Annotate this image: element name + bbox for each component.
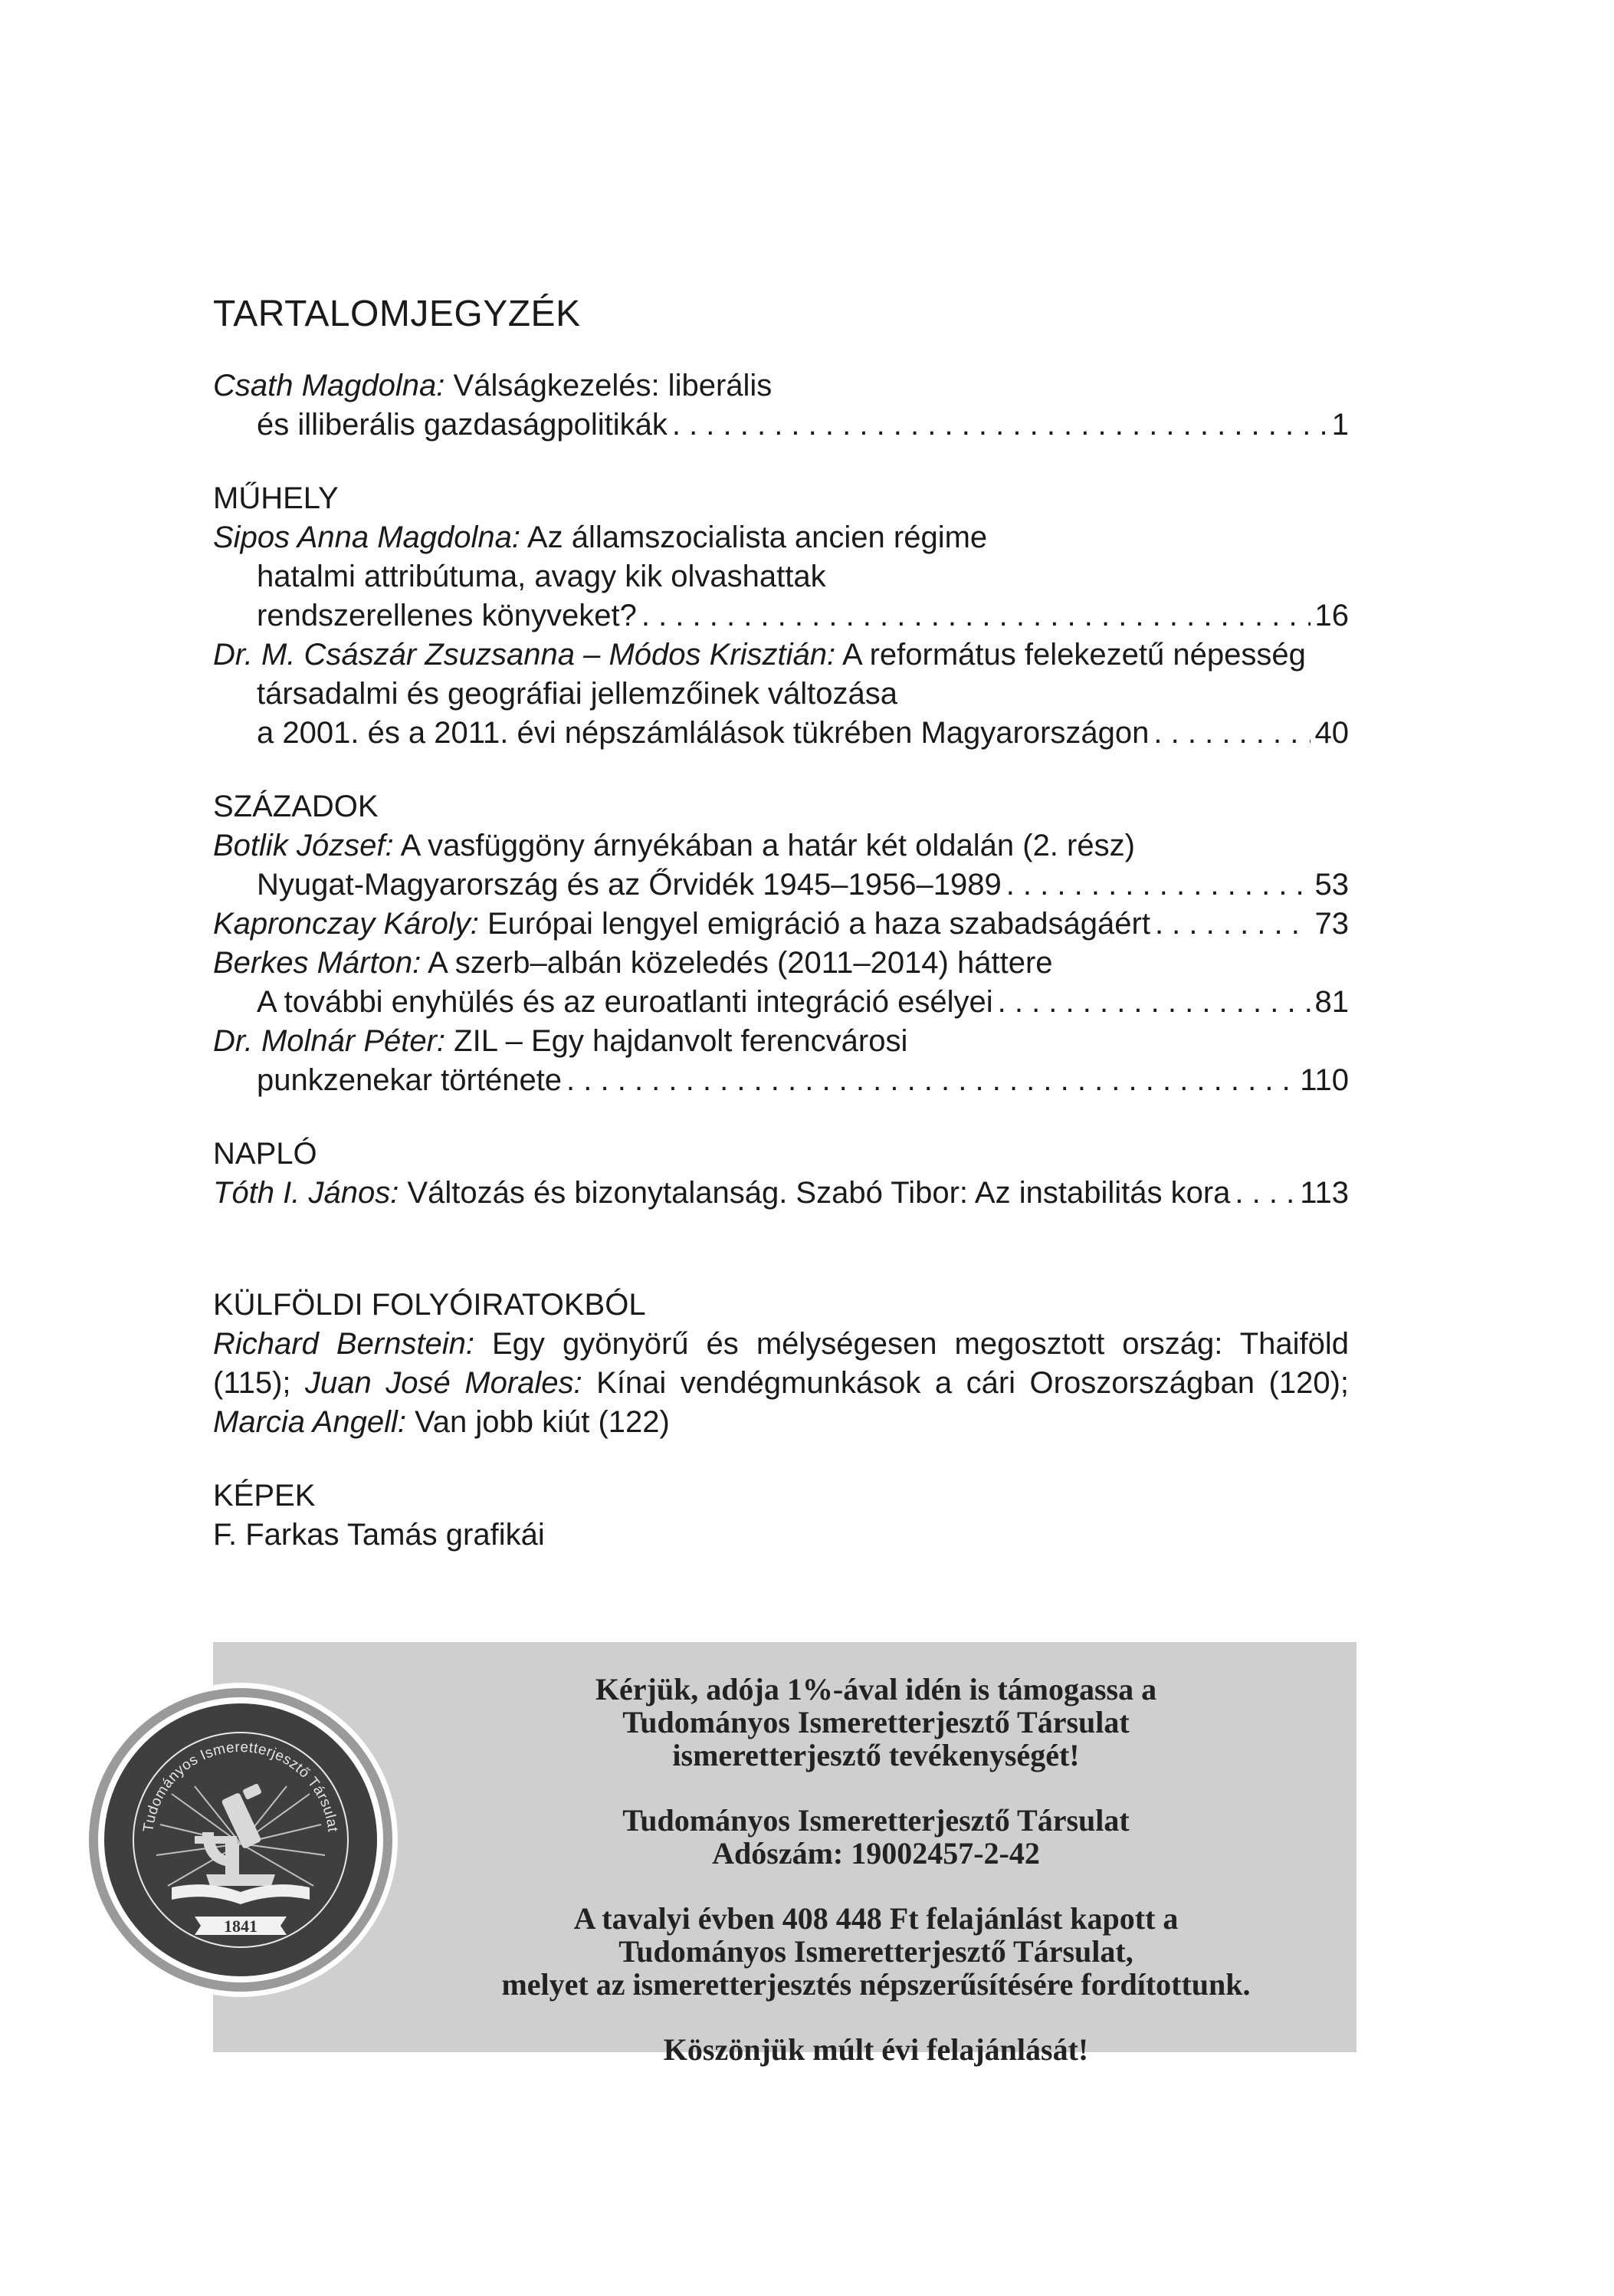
donation-text bbox=[412, 1673, 1340, 2098]
table-of-contents bbox=[213, 291, 1349, 1555]
thank-you-line: Köszönjük múlt évi felajánlását! bbox=[663, 2032, 1089, 2067]
entry-author: Kapronczay Károly: bbox=[213, 907, 479, 941]
entry-author: Csath Magdolna: bbox=[213, 369, 445, 402]
toc-entry-botlik bbox=[213, 826, 1349, 905]
dot-leader bbox=[1153, 714, 1310, 753]
donation-line: ismeretterjesztő tevékenységét! bbox=[672, 1738, 1080, 1772]
entry-author: Dr. Molnár Péter: bbox=[213, 1024, 446, 1058]
section-heading-kepek: KÉPEK bbox=[213, 1479, 316, 1513]
entry-title-cont: rendszerellenes könyveket? bbox=[257, 599, 637, 632]
toc-entry-csaszar bbox=[213, 636, 1349, 753]
section-heading-naplo: NAPLÓ bbox=[213, 1137, 317, 1171]
section-heading-kulfoldi: KÜLFÖLDI FOLYÓIRATOKBÓL bbox=[213, 1288, 646, 1322]
dot-leader bbox=[1235, 1174, 1295, 1213]
donation-line: Tudományos Ismeretterjesztő Társulat, bbox=[618, 1934, 1133, 1969]
page-title: TARTALOMJEGYZÉK bbox=[213, 294, 581, 334]
dot-leader bbox=[998, 983, 1311, 1022]
entry-page: 81 bbox=[1314, 985, 1349, 1019]
toc-entry-kapronczay bbox=[213, 905, 1349, 944]
entry-title-cont: punkzenekar története bbox=[257, 1063, 563, 1097]
entry-title: Van jobb kiút (122) bbox=[405, 1405, 670, 1439]
images-credit: F. Farkas Tamás grafikái bbox=[213, 1518, 545, 1552]
tax-number: Adószám: 19002457-2-42 bbox=[712, 1836, 1040, 1871]
donation-line: melyet az ismeretterjesztés népszerűsítésére fordítottunk. bbox=[501, 1967, 1251, 2002]
donation-line: A tavalyi évben 408 448 Ft felajánlást kapott a bbox=[573, 1901, 1179, 1936]
entry-title: Válságkezelés: liberális bbox=[445, 369, 773, 402]
section-heading-muhely: MŰHELY bbox=[213, 481, 339, 515]
entry-title-cont: társadalmi és geográfiai jellemzőinek változása bbox=[257, 677, 897, 711]
entry-title-cont: és illiberális gazdaságpolitikák bbox=[257, 408, 668, 442]
society-seal-icon bbox=[80, 1679, 402, 2001]
entry-author: Richard Bernstein: bbox=[213, 1327, 474, 1361]
dot-leader bbox=[641, 596, 1311, 636]
section-heading-szazadok: SZÁZADOK bbox=[213, 790, 379, 823]
entry-page: 73 bbox=[1314, 907, 1349, 941]
entry-title: ZIL – Egy hajdanvolt ferencvárosi bbox=[445, 1024, 908, 1058]
donation-line: Tudományos Ismeretterjesztő Társulat bbox=[622, 1803, 1130, 1838]
entry-author: Marcia Angell: bbox=[213, 1405, 406, 1439]
seal-ring-text: Tudományos Ismeretterjesztő Társulat bbox=[140, 1739, 341, 1834]
dot-leader bbox=[1006, 866, 1311, 905]
seal-year: 1841 bbox=[224, 1917, 258, 1936]
dot-leader bbox=[672, 406, 1327, 445]
entry-title: A református felekezetű népesség bbox=[835, 638, 1306, 672]
entry-author: Tóth I. János: bbox=[213, 1176, 399, 1210]
entry-title-cont: A további enyhülés és az euroatlanti integráció esélyei bbox=[257, 985, 993, 1019]
donation-line: Kérjük, adója 1%-ával idén is támogassa a bbox=[595, 1672, 1157, 1706]
entry-author: Sipos Anna Magdolna: bbox=[213, 521, 521, 554]
dot-leader bbox=[1155, 905, 1311, 944]
entry-page: 16 bbox=[1314, 599, 1349, 632]
entry-title: A vasfüggöny árnyékában a határ két oldalán (2. rész) bbox=[393, 829, 1135, 862]
entry-title: Kínai vendégmunkások a cári Oroszországban (120); bbox=[582, 1366, 1349, 1400]
toc-entry-berkes bbox=[213, 944, 1349, 1022]
entry-author: Berkes Márton: bbox=[213, 946, 422, 980]
entry-author: Botlik József: bbox=[213, 829, 394, 862]
entry-page: 1 bbox=[1331, 408, 1349, 442]
toc-entry-toth bbox=[213, 1174, 1349, 1213]
entry-title: Egy gyönyörű és mélységesen megosztott ország: Thaiföld (115); bbox=[213, 1327, 1349, 1400]
entry-title: Változás és bizonytalanság. Szabó Tibor: Az instabilitás kora bbox=[399, 1176, 1231, 1210]
donation-line: Tudományos Ismeretterjesztő Társulat bbox=[622, 1705, 1130, 1739]
entry-title: Európai lengyel emigráció a haza szabadságáért bbox=[478, 907, 1150, 941]
foreign-journals-paragraph bbox=[213, 1325, 1349, 1442]
entry-page: 110 bbox=[1300, 1063, 1349, 1097]
entry-title: Az államszocialista ancien régime bbox=[520, 521, 988, 554]
dot-leader bbox=[566, 1061, 1295, 1100]
entry-title: A szerb–albán közeledés (2011–2014) háttere bbox=[421, 946, 1053, 980]
entry-author: Juan José Morales: bbox=[305, 1366, 582, 1400]
toc-entry-molnar bbox=[213, 1022, 1349, 1100]
entry-title-cont: hatalmi attribútuma, avagy kik olvashattak bbox=[257, 560, 826, 593]
entry-author: Dr. M. Császár Zsuzsanna – Módos Krisztián: bbox=[213, 638, 836, 672]
toc-entry-sipos bbox=[213, 518, 1349, 636]
entry-title-cont: a 2001. és a 2011. évi népszámlálások tükrében Magyarországon bbox=[257, 716, 1150, 750]
toc-entry-csath bbox=[213, 366, 1349, 445]
entry-page: 113 bbox=[1300, 1176, 1349, 1210]
entry-title-cont: Nyugat-Magyarország és az Őrvidék 1945–1956–1989 bbox=[257, 868, 1002, 902]
entry-page: 40 bbox=[1314, 716, 1349, 750]
entry-page: 53 bbox=[1314, 868, 1349, 902]
